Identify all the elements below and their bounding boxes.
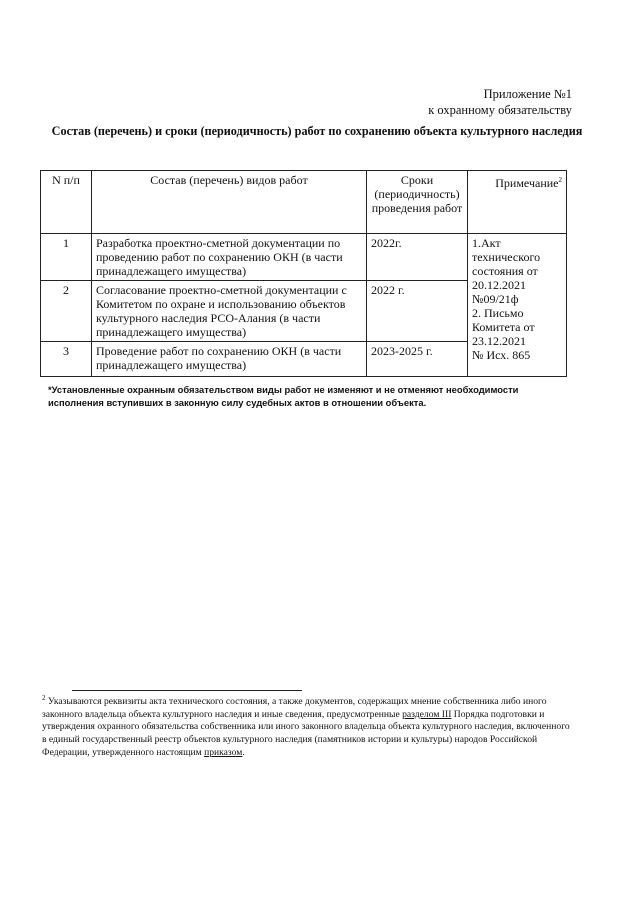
row-terms: 2023-2025 г. [367, 342, 468, 377]
footnote-number: 2 [42, 694, 46, 702]
header-note [468, 171, 567, 234]
header-terms: Сроки (периодичность) проведения работ [367, 171, 468, 234]
header-note-label: Примечание [495, 176, 559, 190]
note-text: 1.Акт технического состояния от 20.12.2021 №09/21ф 2. Письмо Комитета от 23.12.2021 № Исх. 865 [472, 236, 541, 362]
header-note-footnote-mark: 2 [558, 176, 562, 184]
row-number: 1 [41, 234, 92, 281]
row-terms: 2022 г. [367, 281, 468, 342]
row-works: Разработка проектно-сметной документации по проведению работ по сохранению ОКН (в части принадлежащего имущества) [92, 234, 367, 281]
row-number: 2 [41, 281, 92, 342]
row-works: Согласование проектно-сметной документации с Комитетом по охране и использованию объектов культурного наследия РСО-Алания (в части принадлежащего имущества) [92, 281, 367, 342]
document-title: Состав (перечень) и сроки (периодичность) работ по сохранению объекта культурного наследия [51, 124, 583, 138]
footnote-link-section[interactable]: разделом III [402, 708, 452, 720]
remark-note: *Установленные охранным обязательством виды работ не изменяют и не отменяют необходимости исполнения вступивших в законную силу судебных актов в отношении объекта. [48, 384, 519, 408]
footnote-link-order[interactable]: приказом [204, 746, 243, 758]
row-terms: 2022г. [367, 234, 468, 281]
note-cell [468, 234, 567, 377]
works-table [40, 170, 567, 377]
header-number: N п/п [41, 171, 92, 234]
footnote-text-2: Порядка подготовки и утверждения охранного обязательства собственника или иного законного владельца объекта культурного наследия, включенного в единый государственный реестр объектов культурного наследия (памятников истории и культуры) народов Российской Федерации, утвержденного настоящим [42, 708, 570, 758]
footnote-text-1: Указываются реквизиты акта технического состояния, а также документов, содержащих мнение собственника либо иного законного владельца объекта культурного наследия и иные сведения, предусмотренные [42, 696, 547, 720]
row-number: 3 [41, 342, 92, 377]
table-row [41, 234, 567, 281]
table-header-row [41, 171, 567, 234]
footnote-text-3: . [242, 746, 245, 758]
footnote [42, 692, 572, 759]
footnote-divider [72, 690, 302, 691]
appendix-reference: к охранному обязательству [428, 103, 572, 117]
appendix-number: Приложение №1 [483, 87, 572, 101]
header-works: Состав (перечень) видов работ [92, 171, 367, 234]
appendix-header [428, 86, 572, 118]
row-works: Проведение работ по сохранению ОКН (в части принадлежащего имущества) [92, 342, 367, 377]
